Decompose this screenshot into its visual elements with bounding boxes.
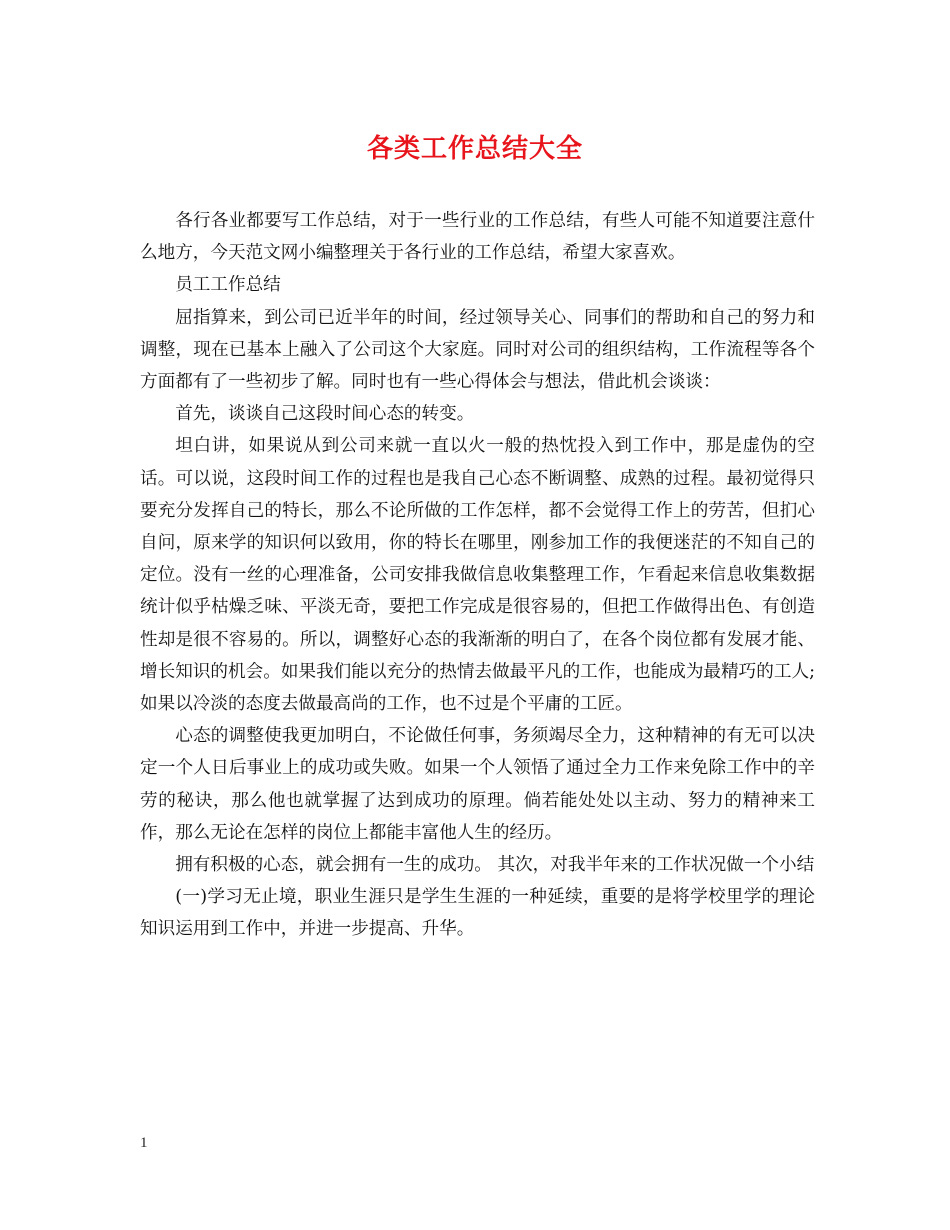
paragraph: 首先，谈谈自己这段时间心态的转变。 <box>175 404 475 425</box>
page-number: 1 <box>140 1135 148 1151</box>
document-title: 各类工作总结大全 <box>366 134 583 164</box>
paragraph: 心态的调整使我更加明白，不论做任何事，务须竭尽全力，这种精神的有无可以决定一个人日后事业上的成功或失败。如果一个人领悟了通过全力工作来免除工作中的辛劳的秘诀，那么他也就掌握了达到成功的原理。倘若能处处以主动、努力的精神来工作，那么无论在怎样的岗位上都能丰富他人生的经历。 <box>140 726 815 843</box>
section-heading: 员工工作总结 <box>175 275 281 296</box>
paragraph: (一)学习无止境，职业生涯只是学生生涯的一种延续，重要的是将学校里学的理论知识运用到工作中，并进一步提高、升华。 <box>140 887 815 940</box>
paragraph-intro: 各行各业都要写工作总结，对于一些行业的工作总结，有些人可能不知道要注意什么地方，今天范文网小编整理关于各行业的工作总结，希望大家喜欢。 <box>140 211 815 264</box>
paragraph: 坦白讲，如果说从到公司来就一直以火一般的热忱投入到工作中，那是虚伪的空话。可以说，这段时间工作的过程也是我自己心态不断调整、成熟的过程。最初觉得只要充分发挥自己的特长，那么不论所做的工作怎样，都不会觉得工作上的劳苦，但扪心自问，原来学的知识何以致用，你的特长在哪里，刚参加工作的我便迷茫的不知自己的定位。没有一丝的心理准备，公司安排我做信息收集整理工作，乍看起来信息收集数据统计似乎枯燥乏味、平淡无奇，要把工作完成是很容易的，但把工作做得出色、有创造性却是很不容易的。所以，调整好心态的我渐渐的明白了，在各个岗位都有发展才能、增长知识的机会。如果我们能以充分的热情去做最平凡的工作，也能成为最精巧的工人;如果以冷淡的态度去做最高尚的工作，也不过是个平庸的工匠。 <box>140 436 815 715</box>
paragraph: 拥有积极的心态，就会拥有一生的成功。 其次，对我半年来的工作状况做一个小结 <box>175 855 815 876</box>
paragraph: 屈指算来，到公司已近半年的时间，经过领导关心、同事们的帮助和自己的努力和调整，现在已基本上融入了公司这个大家庭。同时对公司的组织结构，工作流程等各个方面都有了一些初步了解。同时也有一些心得体会与想法，借此机会谈谈： <box>140 307 815 393</box>
document-body <box>140 205 815 946</box>
